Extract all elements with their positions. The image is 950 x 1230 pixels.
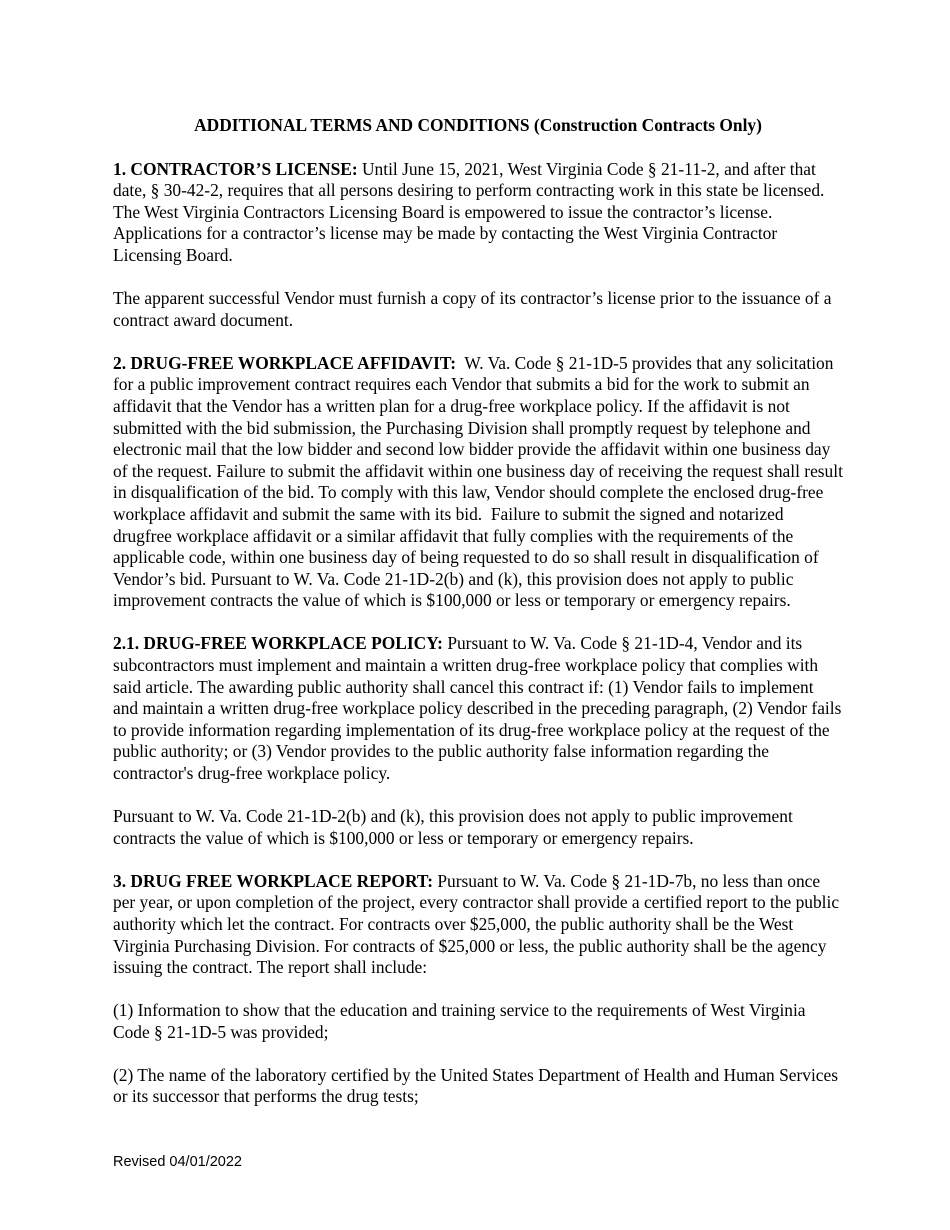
document-page <box>113 115 848 1130</box>
paragraph-policy-exemption <box>113 806 843 849</box>
section-heading: 3. DRUG FREE WORKPLACE REPORT: <box>113 870 434 891</box>
revision-footer: Revised 04/01/2022 <box>113 1154 242 1170</box>
section-text: Pursuant to W. Va. Code § 21-1D-4, Vendor and its subcontractors must implement and maintain a written drug-free workplace policy that complies with said article. The awarding public authority shall cancel this contract if: (1) Vendor fails to implement and maintain a written drug-free workplace policy described in the preceding paragraph, (2) Vendor fails to provide information regarding implementation of its drug-free workplace policy at the request of the public authority; or (3) Vendor provides to the public authority false information regarding the contractor's drug-free workplace policy. <box>113 633 842 783</box>
section-text: Until June 15, 2021, West Virginia Code § 21-11-2, and after that date, § 30-42-2, requires that all persons desiring to perform contracting work in this state be licensed. The West Virginia Contractors Licensing Board is empowered to issue the contractor’s license. Applications for a contractor’s license may be made by contacting the West Virginia Contractor Licensing Board. <box>113 158 825 265</box>
section-drug-free-policy <box>113 633 843 784</box>
section-text: Pursuant to W. Va. Code § 21-1D-7b, no less than once per year, or upon completion of the project, every contractor shall provide a certified report to the public authority which let the contract. For contracts over $25,000, the public authority shall be the West Virginia Purchasing Division. For contracts of $25,000 or less, the public authority shall be the agency issuing the contract. The report shall include: <box>113 870 840 978</box>
section-heading: 2. DRUG-FREE WORKPLACE AFFIDAVIT: <box>113 352 457 373</box>
section-text: (1) Information to show that the education and training service to the requirements of West Virginia Code § 21-1D-5 was provided; <box>113 1000 806 1042</box>
section-text: Pursuant to W. Va. Code 21-1D-2(b) and (k), this provision does not apply to public improvement contracts the value of which is $100,000 or less or temporary or emergency repairs. <box>113 806 793 848</box>
section-drug-free-affidavit <box>113 352 848 612</box>
section-heading: 1. CONTRACTOR’S LICENSE: <box>113 158 358 179</box>
section-contractors-license <box>113 159 843 267</box>
section-text: The apparent successful Vendor must furnish a copy of its contractor’s license prior to the issuance of a contract award document. <box>113 288 832 330</box>
section-text: (2) The name of the laboratory certified by the United States Department of Health and Human Services or its successor that performs the drug tests; <box>113 1064 839 1107</box>
report-item-1 <box>113 1000 843 1043</box>
section-text: W. Va. Code § 21-1D-5 provides that any solicitation for a public improvement contract requires each Vendor that submits a bid for the work to submit an affidavit that the Vendor has a written plan for a drug-free workplace policy. If the affidavit is not submitted with the bid submission, the Purchasing Division shall promptly request by telephone and electronic mail that the low bidder and second low bidder provide the affidavit within one business day of the request. Failure to submit the affidavit within one business day of receiving the request shall result in disqualification of the bid. To comply with this law, Vendor should complete the enclosed drug-free workplace affidavit and submit the same with its bid. Failure to submit the signed and notarized drugfree workplace affidavit or a similar affidavit that fully complies with the requirements of the applicable code, within one business day of being requested to do so shall result in disqualification of Vendor’s bid. Pursuant to W. Va. Code 21-1D-2(b) and (k), this provision does not apply to public improvement contracts the value of which is $100,000 or less or temporary or emergency repairs. <box>113 352 848 611</box>
document-title: ADDITIONAL TERMS AND CONDITIONS (Construction Contracts Only) <box>194 115 762 135</box>
paragraph-license-copy <box>113 288 843 331</box>
section-drug-free-report <box>113 871 843 979</box>
section-heading: 2.1. DRUG-FREE WORKPLACE POLICY: <box>113 633 443 654</box>
report-item-2 <box>113 1065 843 1108</box>
